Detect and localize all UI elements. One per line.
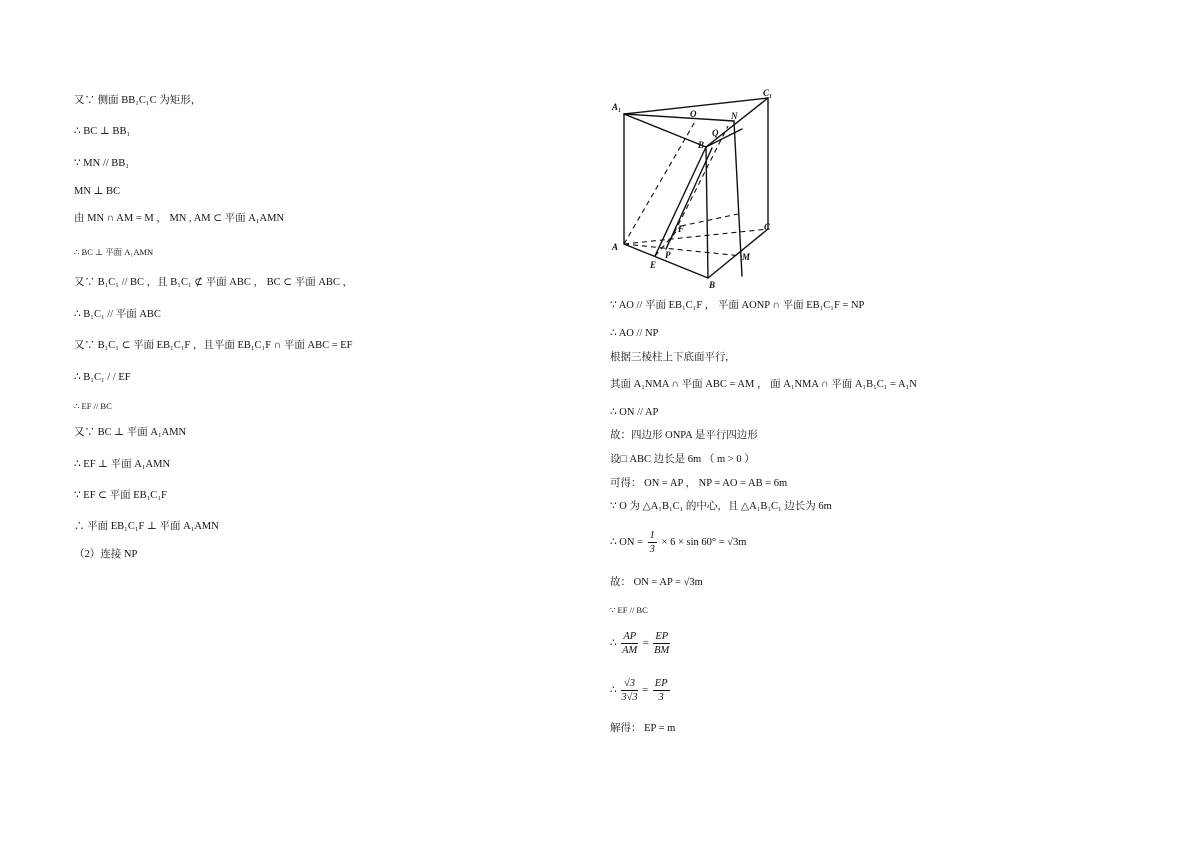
label-B1: B₁ <box>698 140 708 150</box>
equation-line: ∴ $\frac{√3}{3√3}$ = $\frac{EP}{3}$ <box>610 678 668 703</box>
proof-line: 故：四边形 ONPA 是平行四边形 <box>610 430 758 441</box>
fraction-numerator: AP <box>623 631 637 642</box>
label-A: A <box>612 242 619 252</box>
proof-line: 解得： EP = m <box>610 723 676 734</box>
proof-line: 根据三棱柱上下底面平行, <box>610 352 729 363</box>
fraction <box>653 677 670 704</box>
label-C: C <box>764 222 771 232</box>
fraction-denominator: AM <box>622 645 638 656</box>
label-N: N <box>731 111 738 121</box>
fraction <box>621 630 638 657</box>
label-P: P <box>665 250 671 260</box>
proof-line: （2）连接 NP <box>74 549 138 560</box>
equation-prefix: ∴ ON = <box>610 536 644 548</box>
label-B: B <box>709 280 716 290</box>
equation-line <box>610 529 746 556</box>
fraction <box>621 677 637 704</box>
proof-line: ∵ MN // BB₁ <box>74 158 129 169</box>
label-Q: Q <box>712 128 719 138</box>
fraction-numerator: √3 <box>621 677 637 691</box>
proof-line: MN ⊥ BC <box>74 186 121 197</box>
proof-line: ∵ EF // BC <box>610 605 648 615</box>
proof-line: ∵ AO // 平面 EB₁C₁F ， 平面 AONP ∩ 平面 EB₁C₁F = NP <box>610 300 865 311</box>
fraction-denominator: 3 <box>649 544 655 555</box>
proof-line: 故： ON = AP = √3m <box>610 577 703 588</box>
fraction-numerator: EP <box>655 631 669 642</box>
proof-line: 又∵ BC ⊥ 平面 A₁AMN <box>74 427 187 438</box>
equation-suffix: × 6 × sin 60° = √3m <box>661 536 747 548</box>
equation-prefix: ∴ <box>610 637 617 649</box>
proof-line: 又∵ 侧面 BB₁C₁C 为矩形， <box>74 95 202 106</box>
fraction <box>653 630 670 657</box>
proof-line: ∴ EF ⊥ 平面 A₁AMN <box>74 459 171 470</box>
fraction-denominator: 3 <box>658 692 664 703</box>
label-A1: A₁ <box>612 102 622 112</box>
proof-line: ∵ EF ⊂ 平面 EB₁C₁F <box>74 490 167 501</box>
proof-line: ∵ O 为 △A₁B₁C₁ 的中心，且 △A₁B₁C₁ 边长为 6m <box>610 501 832 512</box>
proof-line: 又∵ B₁C₁ // BC ，且 B₁C₁ ⊄ 平面 ABC ， BC ⊂ 平面 ABC ， <box>74 277 354 288</box>
proof-line: 可得： ON = AP ， NP = AO = AB = 6m <box>610 478 788 489</box>
proof-line: ∴ BC ⊥ 平面 A₁AMN <box>74 247 154 257</box>
proof-line: ∴ B₁C₁ // 平面 ABC <box>74 309 161 320</box>
equation-prefix: ∴ <box>610 684 617 696</box>
proof-line: ∴ BC ⊥ BB₁ <box>74 126 131 137</box>
dashed-edges <box>624 120 768 256</box>
prism-diagram <box>608 86 788 296</box>
label-F: F <box>678 224 685 234</box>
proof-line: ∴ EF // BC <box>74 401 112 411</box>
fraction-numerator: 1 <box>649 530 655 541</box>
label-C1: C₁ <box>763 88 773 98</box>
fraction-denominator: BM <box>654 645 670 656</box>
proof-line: 又∵ B₁C₁ ⊂ 平面 EB₁C₁F ，且平面 EB₁C₁F ∩ 平面 ABC = EF <box>74 340 353 351</box>
label-M: M <box>742 252 751 262</box>
proof-line: 由 MN ∩ AM = M ， MN , AM ⊂ 平面 A₁AMN <box>74 213 285 224</box>
proof-line: 其面 A₁NMA ∩ 平面 ABC = AM ， 面 A₁NMA ∩ 平面 A₁B₁C₁ = A₁N <box>610 379 917 390</box>
proof-line: ∴ 平面 EB₁C₁F ⊥ 平面 A₁AMN <box>74 521 219 532</box>
label-O: O <box>690 109 697 119</box>
label-E: E <box>650 260 657 270</box>
fraction <box>648 529 657 556</box>
proof-line: ∴ AO // NP <box>610 328 659 339</box>
fraction-denominator: 3√3 <box>621 692 638 703</box>
proof-line: 设□ ABC 边长是 6m （ m > 0 ） <box>610 454 755 465</box>
proof-line: ∴ B₁C₁ / / EF <box>74 372 131 383</box>
equation-line: ∴ $\frac{AP}{AM}$ = $\frac{EP}{BM}$ <box>610 631 670 656</box>
proof-line: ∴ ON // AP <box>610 407 659 418</box>
fraction-numerator: EP <box>654 678 668 689</box>
